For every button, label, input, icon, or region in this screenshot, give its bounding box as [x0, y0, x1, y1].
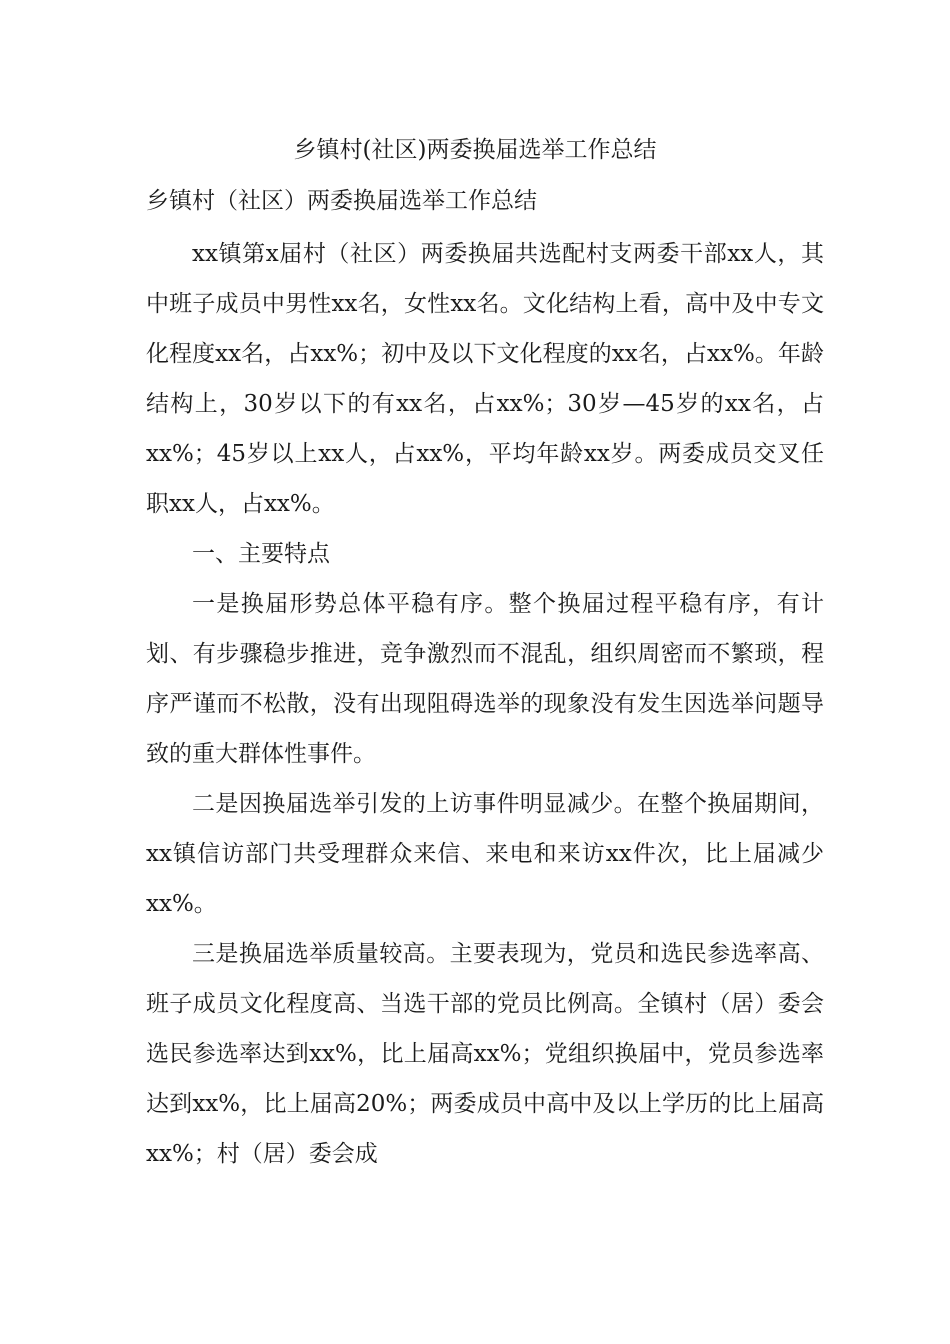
paragraph-summary: xx镇第x届村（社区）两委换届共选配村支两委干部xx人，其中班子成员中男性xx名，女性xx名。文化结构上看，高中及中专文化程度xx名，占xx%；初中及以下文化程度的xx名，占xx%。年龄结构上，30岁以下的有xx名，占xx%；30岁—45岁的xx名，占xx%；45岁以上xx人，占xx%，平均年龄xx岁。两委成员交叉任职xx人，占xx%。: [146, 241, 824, 517]
paragraph-feature-1: 一是换届形势总体平稳有序。整个换届过程平稳有序，有计划、有步骤稳步推进，竞争激烈而不混乱，组织周密而不繁琐，程序严谨而不松散，没有出现阻碍选举的现象没有发生因选举问题导致的重大群体性事件。: [146, 591, 824, 767]
section-heading-main-features: 一、主要特点: [192, 541, 330, 567]
document-title: 乡镇村(社区)两委换届选举工作总结: [293, 137, 657, 163]
paragraph-feature-2: 二是因换届选举引发的上访事件明显减少。在整个换届期间，xx镇信访部门共受理群众来信、来电和来访xx件次，比上届减少xx%。: [146, 791, 824, 917]
document-subtitle: 乡镇村（社区）两委换届选举工作总结: [146, 188, 537, 214]
paragraph-feature-3: 三是换届选举质量较高。主要表现为，党员和选民参选率高、班子成员文化程度高、当选干部的党员比例高。全镇村（居）委会选民参选率达到xx%，比上届高xx%；党组织换届中，党员参选率达到xx%，比上届高20%；两委成员中高中及以上学历的比上届高xx%；村（居）委会成: [146, 941, 824, 1167]
document-body: [146, 229, 824, 1179]
